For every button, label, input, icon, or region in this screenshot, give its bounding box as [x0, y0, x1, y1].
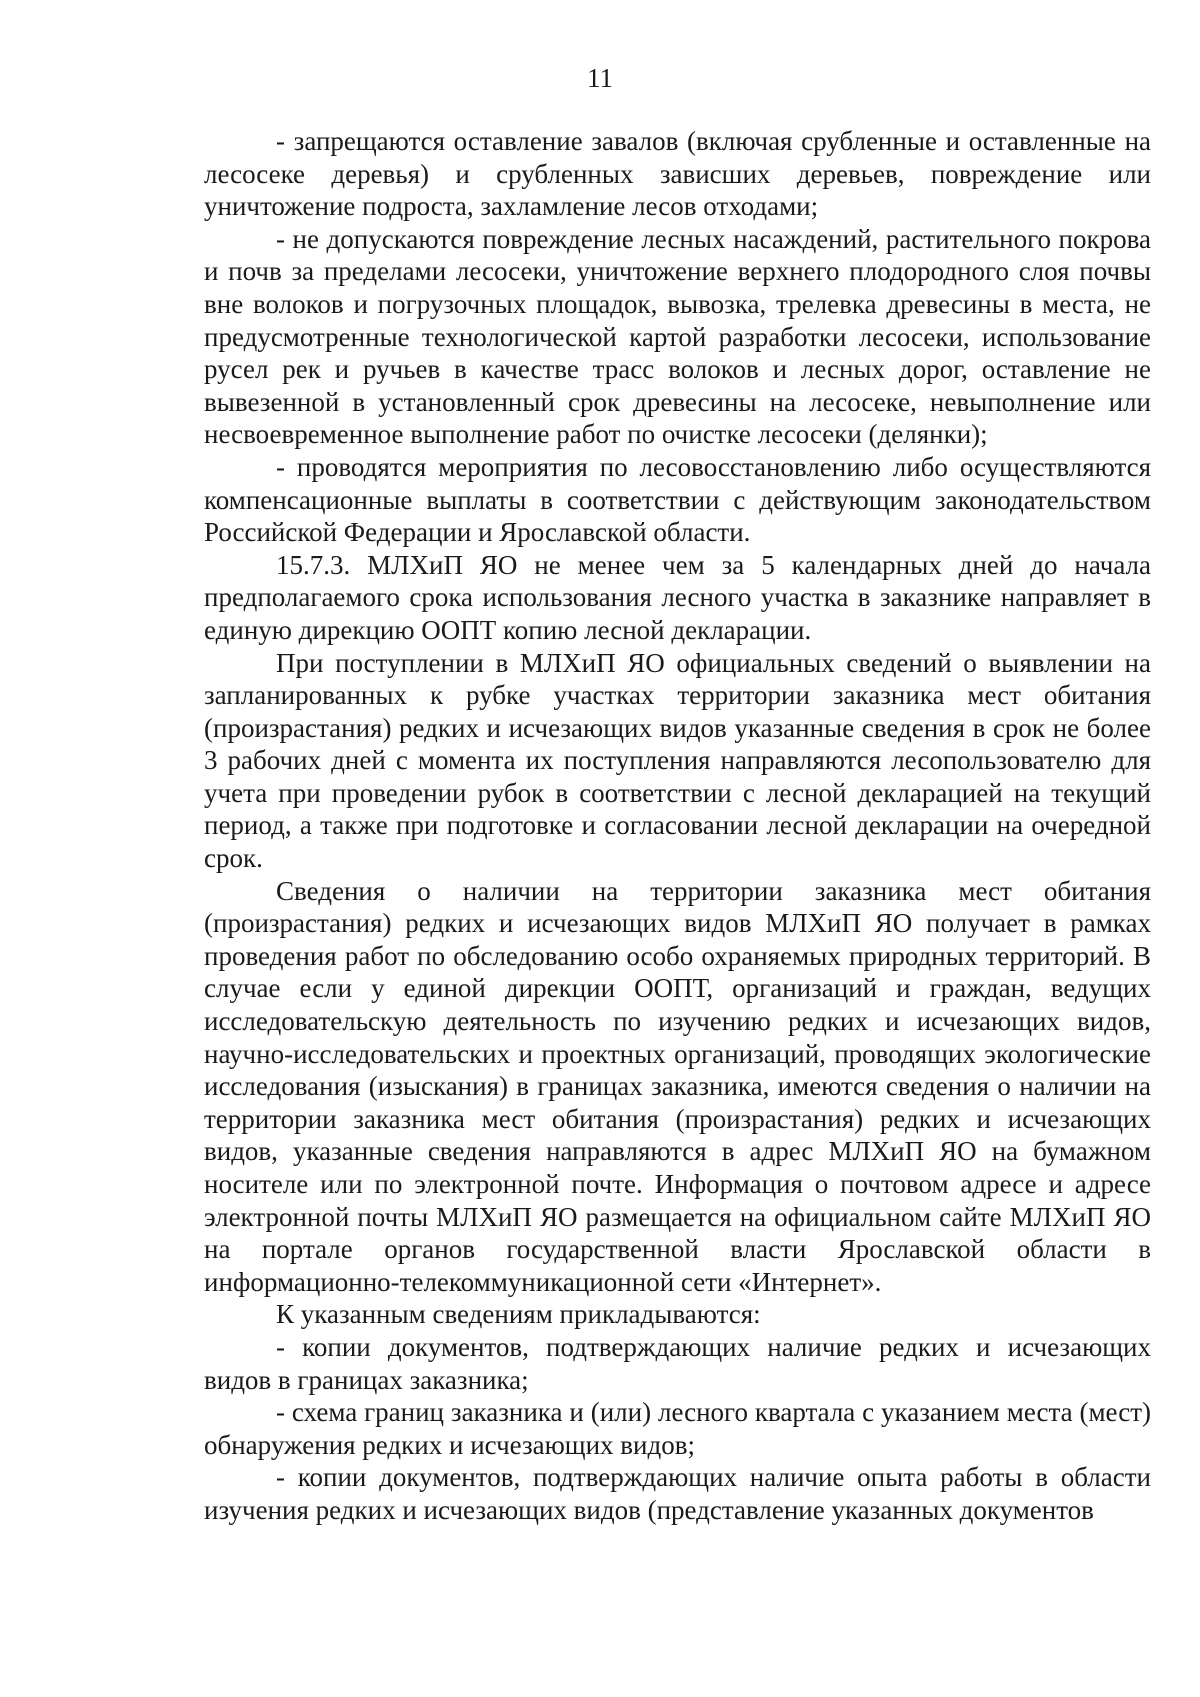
paragraph-reforestation: - проводятся мероприятия по лесовосстановлению либо осуществляются компенсационные выплаты в соответствии с действующим законодательством Российской Федерации и Ярославской области.	[204, 451, 1151, 548]
paragraph-not-allowed-damage: - не допускаются повреждение лесных насаждений, растительного покрова и почв за пределами лесосеки, уничтожение верхнего плодородного слоя почвы вне волоков и погрузочных площадок, вывозка, трелевка древесины в места, не предусмотренные технологической картой разработки лесосеки, использование русел рек и ручьев в качестве трасс волоков и лесных дорог, оставление не вывезенной в установленный срок древесины на лесосеке, невыполнение или несвоевременное выполнение работ по очистке лесосеки (делянки);	[204, 223, 1151, 450]
paragraph-prohibited-debris: - запрещаются оставление завалов (включая срубленные и оставленные на лесосеке деревья) и срубленных зависших деревьев, повреждение или уничтожение подроста, захламление лесов отходами;	[204, 126, 1151, 222]
paragraph-attachment-experience: - копии документов, подтверждающих наличие опыта работы в области изучения редких и исчезающих видов (представление указанных документов	[204, 1462, 1151, 1525]
paragraph-attachment-scheme: - схема границ заказника и (или) лесного квартала с указанием места (мест) обнаружения редких и исчезающих видов;	[204, 1397, 1151, 1460]
paragraph-attachments-intro: К указанным сведениям прикладываются:	[276, 1299, 761, 1330]
paragraph-official-information: При поступлении в МЛХиП ЯО официальных сведений о выявлении на запланированных к рубке участках территории заказника мест обитания (произрастания) редких и исчезающих видов указанные сведения в срок не более 3 рабочих дней с момента их поступления направляются лесопользователю для учета при проведении рубок в соответствии с лесной декларацией на текущий период, а также при подготовке и согласовании лесной декларации на очередной срок.	[204, 647, 1151, 874]
page-number: 11	[587, 63, 613, 93]
document-body	[204, 125, 1151, 1527]
paragraph-attachment-documents: - копии документов, подтверждающих наличие редких и исчезающих видов в границах заказника;	[204, 1331, 1151, 1395]
paragraph-section-15-7-3: 15.7.3. МЛХиП ЯО не менее чем за 5 календарных дней до начала предполагаемого срока использования лесного участка в заказнике направляет в единую дирекцию ООПТ копию лесной декларации.	[204, 549, 1151, 645]
paragraph-habitat-information: Сведения о наличии на территории заказника мест обитания (произрастания) редких и исчезающих видов МЛХиП ЯО получает в рамках проведения работ по обследованию особо охраняемых природных территорий. В случае если у единой дирекции ООПТ, организаций и граждан, ведущих исследовательскую деятельность по изучению редких и исчезающих видов, научно-исследовательских и проектных организаций, проводящих экологические исследования (изыскания) в границах заказника, имеются сведения о наличии на территории заказника мест обитания (произрастания) редких и исчезающих видов, указанные сведения направляются в адрес МЛХиП ЯО на бумажном носителе или по электронной почте. Информация о почтовом адресе и адресе электронной почты МЛХиП ЯО размещается на официальном сайте МЛХиП ЯО на портале органов государственной власти Ярославской области в информационно-телекоммуникационной сети «Интернет».	[204, 875, 1151, 1297]
